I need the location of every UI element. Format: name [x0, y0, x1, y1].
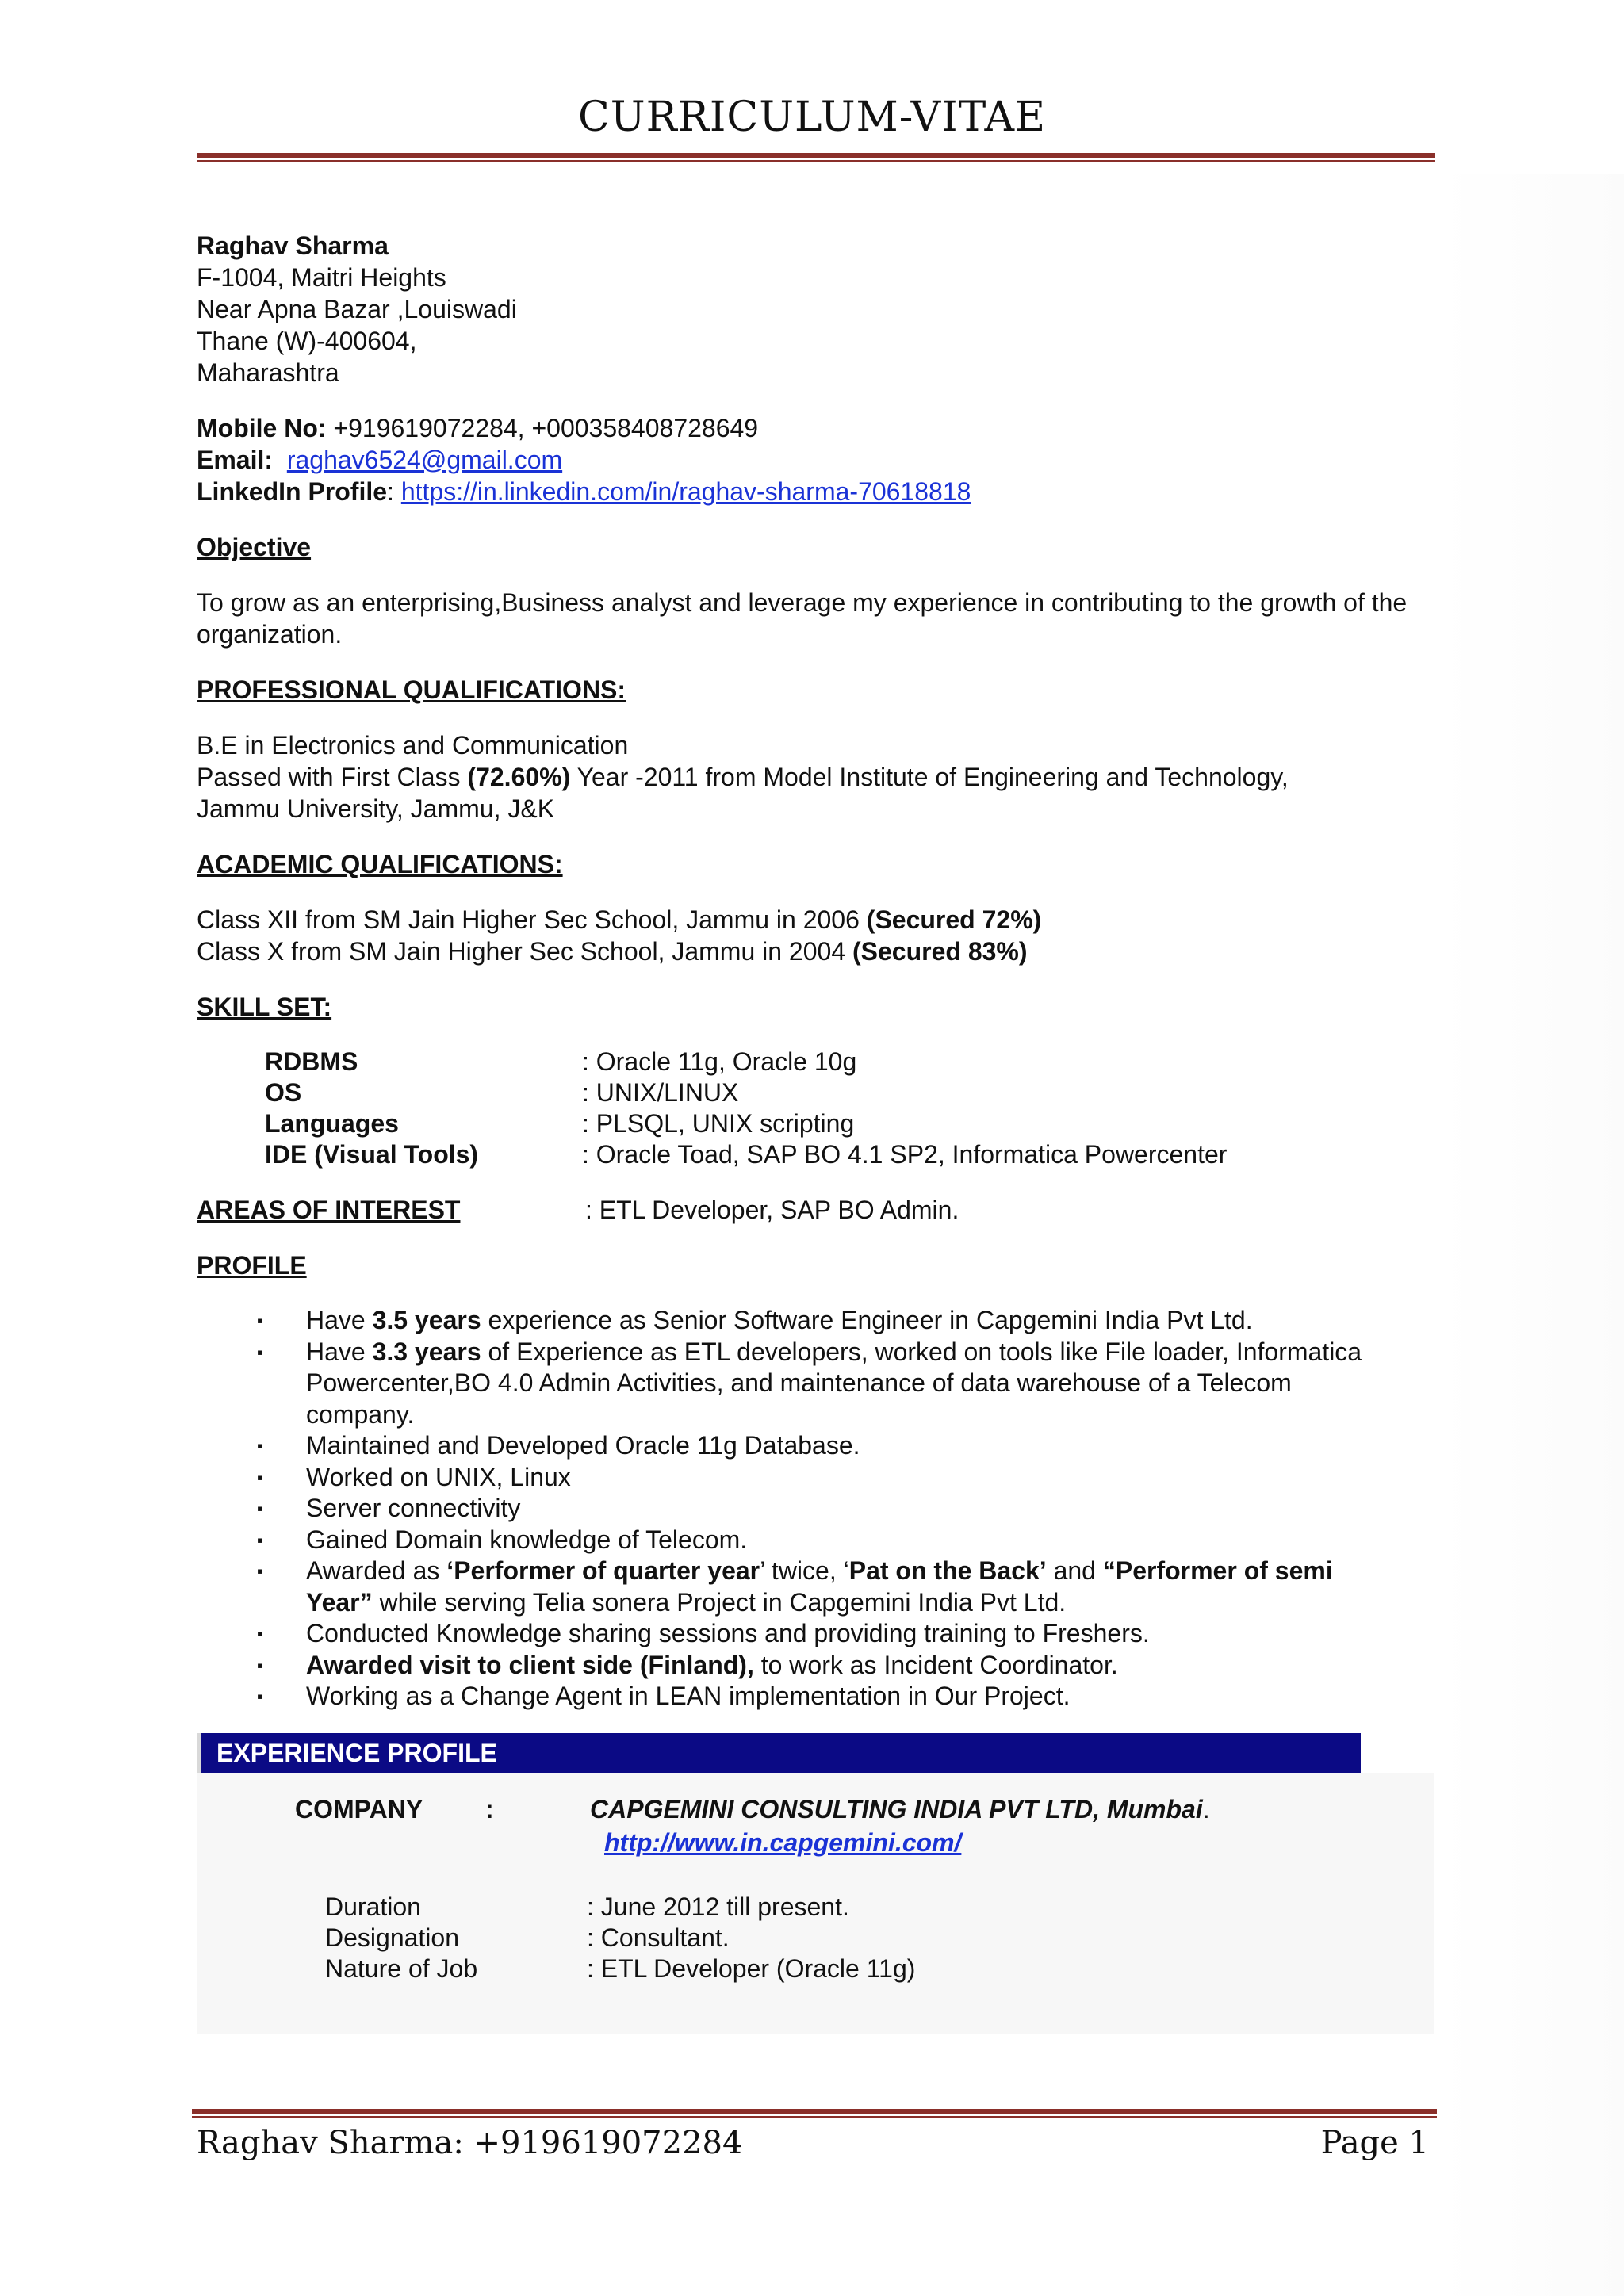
- linkedin-line: [197, 476, 1435, 507]
- job-detail-row: [325, 1954, 915, 1984]
- bullet-icon: ▪: [257, 1341, 263, 1362]
- academic-row: [197, 904, 1435, 936]
- areas-heading: AREAS OF INTEREST: [197, 1196, 461, 1224]
- bullet-icon: ▪: [257, 1624, 263, 1644]
- profile-item-emphasis: 3.3 years: [372, 1337, 481, 1366]
- skill-row: [265, 1108, 1435, 1139]
- mobile-line: [197, 412, 1435, 444]
- footer-contact: Raghav Sharma: +919619072284: [197, 2125, 743, 2161]
- email-line: [197, 444, 1435, 476]
- resume-content: [197, 230, 1435, 2034]
- linkedin-label: LinkedIn Profile: [197, 477, 388, 506]
- objective-text: To grow as an enterprising,Business analyst and leverage my experience in contributing to the growth of the organization.: [197, 588, 1408, 649]
- bullet-icon: ▪: [257, 1561, 263, 1581]
- skill-row: [265, 1077, 1435, 1108]
- skill-key: Languages: [265, 1109, 399, 1138]
- profile-item: [257, 1462, 1399, 1494]
- profile-item-emphasis: “Performer of semi Year”: [306, 1556, 1333, 1617]
- skill-value: : Oracle Toad, SAP BO 4.1 SP2, Informatica Powercenter: [582, 1140, 1228, 1169]
- page-number: Page 1: [1320, 2125, 1429, 2161]
- areas-of-interest: [197, 1194, 1435, 1226]
- linkedin-link[interactable]: https://in.linkedin.com/in/raghav-sharma-70618818: [400, 477, 971, 506]
- skill-value: : UNIX/LINUX: [582, 1078, 739, 1107]
- profile-item-text: Conducted Knowledge sharing sessions and providing training to Freshers.: [306, 1619, 1150, 1647]
- email-link[interactable]: raghav6524@gmail.com: [286, 446, 563, 474]
- document-title: CURRICULUM-VITAE: [577, 94, 1047, 141]
- profile-item-text: Awarded as: [306, 1556, 447, 1585]
- profile-item-emphasis: 3.5 years: [372, 1306, 481, 1334]
- profile-item-text: to work as Incident Coordinator.: [753, 1650, 1118, 1679]
- job-detail-value: : Consultant.: [587, 1923, 730, 1952]
- academic-text: Class XII from SM Jain Higher Sec School, Jammu in 2006: [197, 905, 867, 934]
- bullet-icon: ▪: [257, 1467, 263, 1487]
- header-rule: [197, 153, 1435, 162]
- job-detail-key: Nature of Job: [325, 1954, 478, 1983]
- profile-item-text: Maintained and Developed Oracle 11g Database.: [306, 1431, 860, 1460]
- academic-row: [197, 936, 1435, 967]
- address-line: Thane (W)-400604,: [197, 327, 417, 355]
- profile-item: [257, 1650, 1399, 1682]
- profile-item-text: Server connectivity: [306, 1494, 521, 1522]
- profile-item-text: Gained Domain knowledge of Telecom.: [306, 1525, 748, 1554]
- company-row: [295, 1793, 1210, 1825]
- page-edge-shade: [1440, 174, 1624, 2296]
- skills-heading: SKILL SET:: [197, 993, 332, 1021]
- profile-item: [257, 1556, 1399, 1618]
- degree-detail-text: Passed with First Class: [197, 763, 468, 791]
- profile-item-text: of Experience as ETL developers, worked on tools like File loader, Informatica Powercenter,BO 4.0 Admin Activities, and maintenance of data warehouse of a Telecom company.: [306, 1337, 1362, 1429]
- skill-value: : PLSQL, UNIX scripting: [582, 1109, 855, 1138]
- bullet-icon: ▪: [257, 1311, 263, 1330]
- bullet-icon: ▪: [257, 1686, 263, 1706]
- profile-item: [257, 1493, 1399, 1525]
- profile-item: [257, 1430, 1399, 1462]
- skills-table: [265, 1047, 1435, 1170]
- profile-item-text: ’ twice, ‘: [760, 1556, 849, 1585]
- company-dot: .: [1202, 1794, 1210, 1823]
- experience-box: [197, 1773, 1434, 2034]
- profile-item-text: Have: [306, 1306, 373, 1334]
- company-label: COMPANY: [295, 1794, 423, 1823]
- academic-score: (Secured 83%): [852, 937, 1028, 966]
- company-name: CAPGEMINI CONSULTING INDIA PVT LTD, Mumbai: [590, 1794, 1203, 1823]
- degree-line: B.E in Electronics and Communication: [197, 731, 629, 760]
- profile-item-text: Working as a Change Agent in LEAN implementation in Our Project.: [306, 1682, 1071, 1710]
- degree-detail-line: [197, 761, 1435, 793]
- bullet-icon: ▪: [257, 1498, 263, 1518]
- job-details: [325, 1892, 915, 1984]
- profile-list: [257, 1305, 1399, 1712]
- profile-item: [257, 1618, 1399, 1650]
- skill-row: [265, 1047, 1435, 1077]
- profile-item-emphasis: Pat on the Back’: [848, 1556, 1047, 1585]
- university-line: Jammu University, Jammu, J&K: [197, 794, 555, 823]
- skill-row: [265, 1139, 1435, 1170]
- skill-key: RDBMS: [265, 1047, 358, 1076]
- academic-heading: ACADEMIC QUALIFICATIONS:: [197, 850, 563, 878]
- profile-item: [257, 1305, 1399, 1337]
- profile-item-text: and: [1046, 1556, 1103, 1585]
- mobile-label: Mobile No:: [197, 414, 327, 442]
- company-colon: :: [485, 1794, 494, 1823]
- profile-item-text: while serving Telia sonera Project in Capgemini India Pvt Ltd.: [372, 1587, 1067, 1617]
- profile-item-emphasis: ‘Performer of quarter year: [446, 1556, 760, 1585]
- bullet-icon: ▪: [257, 1655, 263, 1675]
- degree-detail-rest: Year -2011 from Model Institute of Engineering and Technology,: [570, 763, 1289, 791]
- address-line: F-1004, Maitri Heights: [197, 263, 446, 292]
- profile-item-text: Have: [306, 1337, 373, 1366]
- profile-item-text: experience as Senior Software Engineer in Capgemini India Pvt Ltd.: [481, 1306, 1253, 1334]
- skill-value: : Oracle 11g, Oracle 10g: [582, 1047, 857, 1076]
- bullet-icon: ▪: [257, 1436, 263, 1456]
- job-detail-value: : ETL Developer (Oracle 11g): [587, 1954, 916, 1983]
- job-detail-key: Designation: [325, 1923, 459, 1952]
- profile-item: [257, 1525, 1399, 1556]
- profile-item: [257, 1337, 1399, 1431]
- job-detail-row: [325, 1892, 915, 1923]
- job-detail-key: Duration: [325, 1892, 421, 1921]
- experience-profile-bar: EXPERIENCE PROFILE: [197, 1733, 1361, 1773]
- address-line: Maharashtra: [197, 358, 339, 387]
- profile-item: [257, 1681, 1399, 1712]
- professional-heading: PROFESSIONAL QUALIFICATIONS:: [197, 675, 626, 704]
- footer-rule: [192, 2109, 1437, 2118]
- skill-key: IDE (Visual Tools): [265, 1140, 479, 1169]
- areas-value: : ETL Developer, SAP BO Admin.: [585, 1196, 959, 1224]
- address-line: Near Apna Bazar ,Louiswadi: [197, 295, 517, 323]
- bullet-icon: ▪: [257, 1529, 263, 1550]
- candidate-name: Raghav Sharma: [197, 232, 389, 260]
- profile-item-emphasis: Awarded visit to client side (Finland),: [306, 1650, 754, 1679]
- job-detail-row: [325, 1923, 915, 1954]
- profile-heading: PROFILE: [197, 1251, 307, 1280]
- objective-heading: Objective: [197, 533, 312, 561]
- linkedin-separator: :: [387, 477, 401, 506]
- mobile-value: +919619072284, +000358408728649: [326, 414, 759, 442]
- degree-score: (72.60%): [467, 763, 571, 791]
- academic-text: Class X from SM Jain Higher Sec School, Jammu in 2004: [197, 937, 852, 966]
- profile-item-text: Worked on UNIX, Linux: [306, 1462, 571, 1491]
- job-detail-value: : June 2012 till present.: [587, 1892, 849, 1921]
- academic-score: (Secured 72%): [866, 905, 1042, 934]
- company-url-link[interactable]: http://www.in.capgemini.com/: [604, 1827, 962, 1857]
- skill-key: OS: [265, 1078, 302, 1107]
- email-label: Email:: [197, 446, 274, 474]
